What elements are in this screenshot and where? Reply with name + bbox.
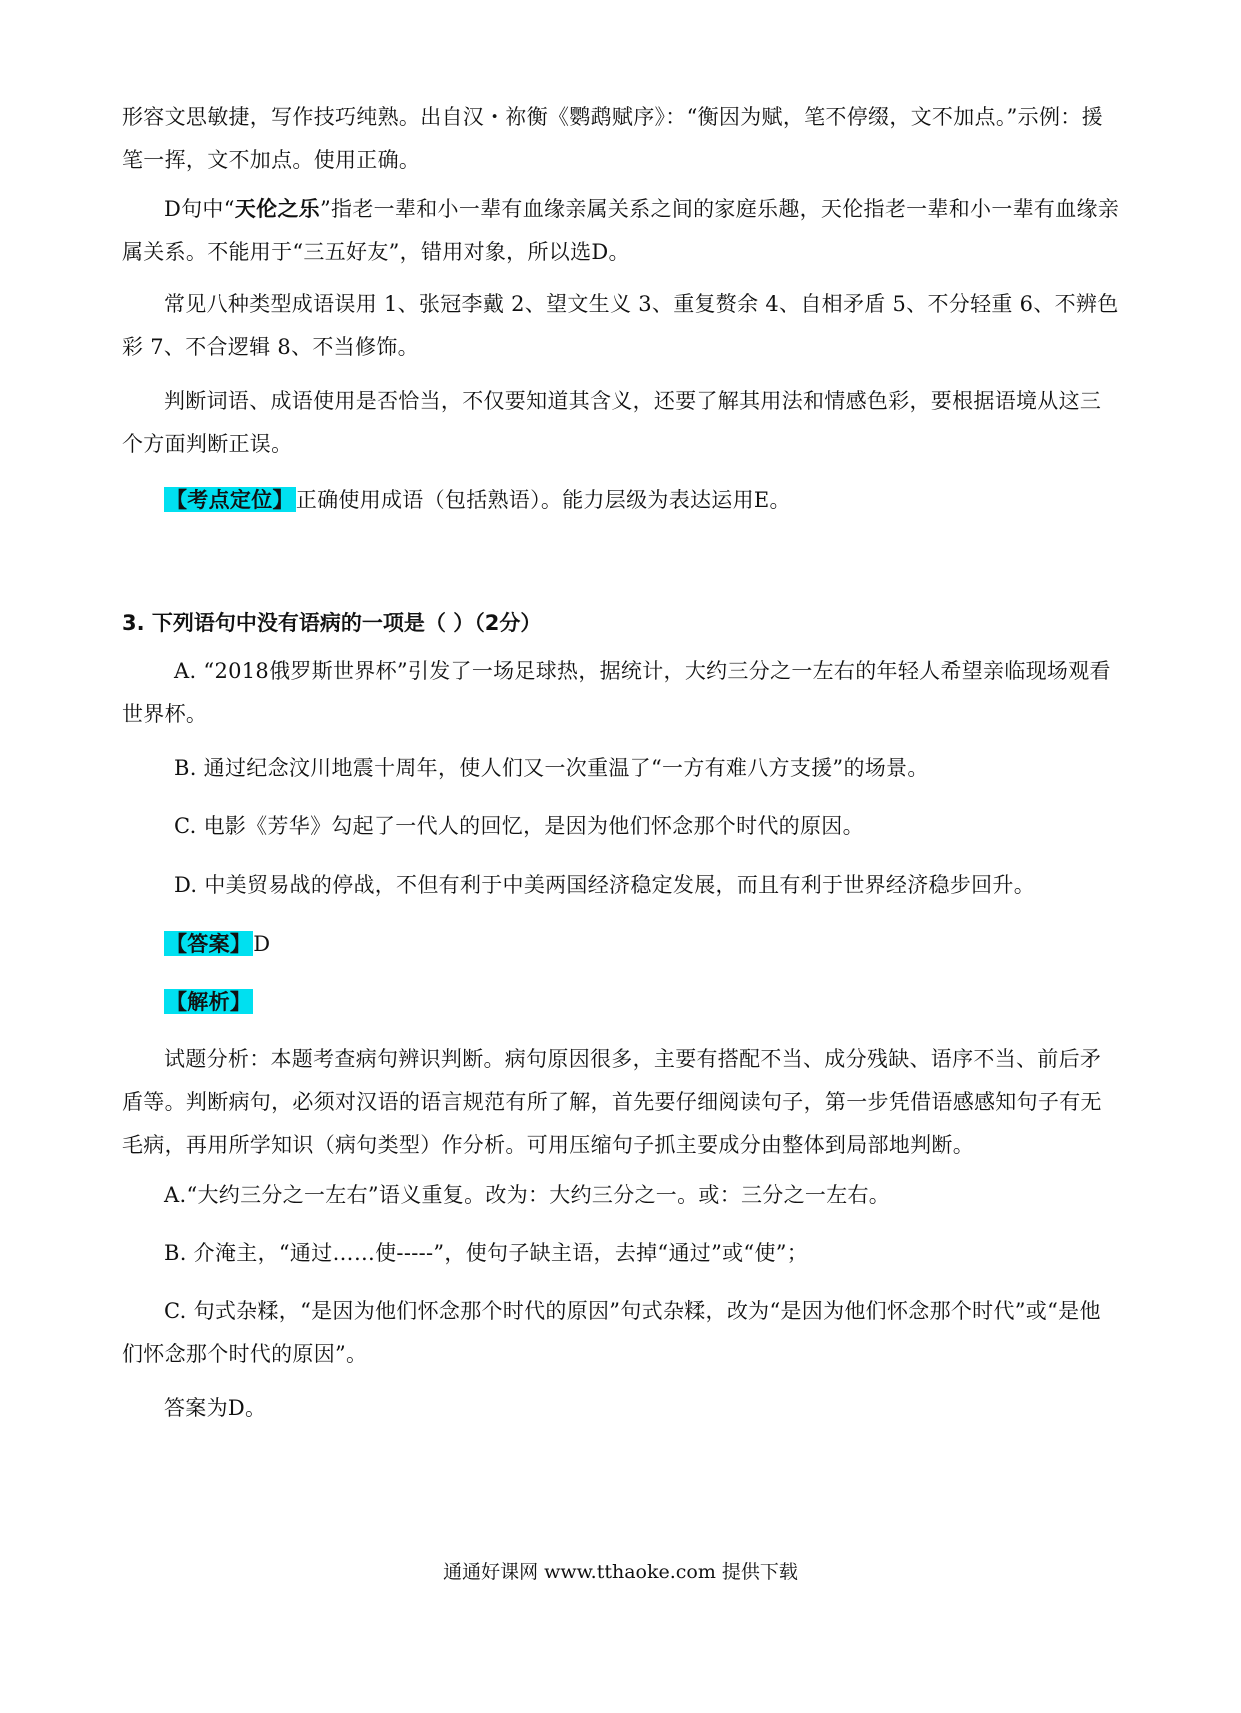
answer-line: [122, 922, 1122, 966]
option-a: [122, 650, 1122, 736]
paragraph-text: 判断词语、成语使用是否恰当，不仅要知道其含义，还要了解其用法和情感色彩，要根据语境从这三个方面判断正误。: [122, 389, 1102, 456]
answer-label: 【答案】: [166, 931, 252, 956]
jiexi-label: 【解析】: [166, 989, 252, 1014]
paragraph-text: 试题分析：本题考查病句辨识判断。病句原因很多，主要有搭配不当、成分残缺、语序不当、前后矛盾等。判断病句，必须对汉语的语言规范有所了解，首先要仔细阅读句子，第一步凭借语感感知句子有无毛病，再用所学知识（病句类型）作分析。可用压缩句子抓主要成分由整体到局部地判断。: [122, 1047, 1102, 1157]
paragraph-text: 常见八种类型成语误用 1、张冠李戴 2、望文生义 3、重复赘余 4、自相矛盾 5、不分轻重 6、不辨色彩 7、不合逻辑 8、不当修饰。: [122, 292, 1119, 359]
paragraph-text: 答案为D。: [164, 1396, 267, 1420]
paragraph-text: 形容文思敏捷，写作技巧纯熟。出自汉・祢衡《鹦鹉赋序》：“衡因为赋，笔不停缀，文不加点。”示例：援笔一挥，文不加点。使用正确。: [122, 105, 1103, 172]
final-answer: [122, 1387, 1122, 1430]
paragraph-text: A.“大约三分之一左右”语义重复。改为：大约三分之一。或：三分之一左右。: [164, 1183, 891, 1207]
paragraph-eight-types: [122, 283, 1122, 369]
option-text: C. 电影《芳华》勾起了一代人的回忆，是因为他们怀念那个时代的原因。: [174, 814, 864, 838]
explanation-a: [122, 1174, 1122, 1217]
explanation-c: [122, 1290, 1122, 1376]
paragraph-text: C. 句式杂糅，“是因为他们怀念那个时代的原因”句式杂糅，改为“是因为他们怀念那个时代”或“是他们怀念那个时代的原因”。: [122, 1299, 1101, 1366]
kaodian-line: [122, 478, 1122, 522]
paragraph-text: ”指老一辈和小一辈有血缘亲属关系之间的家庭乐趣，天伦指老一辈和小一辈有血缘亲属关系。不能用于“三五好友”，错用对象，所以选D。: [122, 197, 1120, 264]
paragraph-text: D句中“: [164, 197, 235, 221]
jiexi-line: [122, 980, 1122, 1024]
kaodian-text: 正确使用成语（包括熟语）。能力层级为表达运用E。: [295, 488, 791, 512]
option-text: D. 中美贸易战的停战，不但有利于中美两国经济稳定发展，而且有利于世界经济稳步回升。: [174, 873, 1036, 897]
bold-term: 天伦之乐: [234, 196, 320, 221]
question-3-title: 3. 下列语句中没有语病的一项是（ ）（2分）: [122, 611, 542, 635]
paragraph-text: B. 介淹主，“通过……使-----”，使句子缺主语，去掉“通过”或“使”；: [164, 1241, 809, 1265]
option-c: [122, 805, 1122, 848]
option-b: [122, 747, 1122, 790]
explanation-b: [122, 1232, 1122, 1275]
option-d: [122, 864, 1122, 907]
paragraph-judgement: [122, 380, 1122, 466]
answer-value: D: [253, 932, 271, 956]
kaodian-label: 【考点定位】: [166, 487, 294, 512]
option-text: A. “2018俄罗斯世界杯”引发了一场足球热，据统计，大约三分之一左右的年轻人希望亲临现场观看世界杯。: [122, 659, 1111, 726]
option-text: B. 通过纪念汶川地震十周年，使人们又一次重温了“一方有难八方支援”的场景。: [174, 756, 929, 780]
paragraph-wenbujiadian: [122, 96, 1122, 182]
page-footer: 通通好课网 www.tthaoke.com 提供下载: [443, 1561, 798, 1583]
paragraph-tianlunzhile: [122, 187, 1122, 274]
analysis-paragraph: [122, 1038, 1122, 1167]
